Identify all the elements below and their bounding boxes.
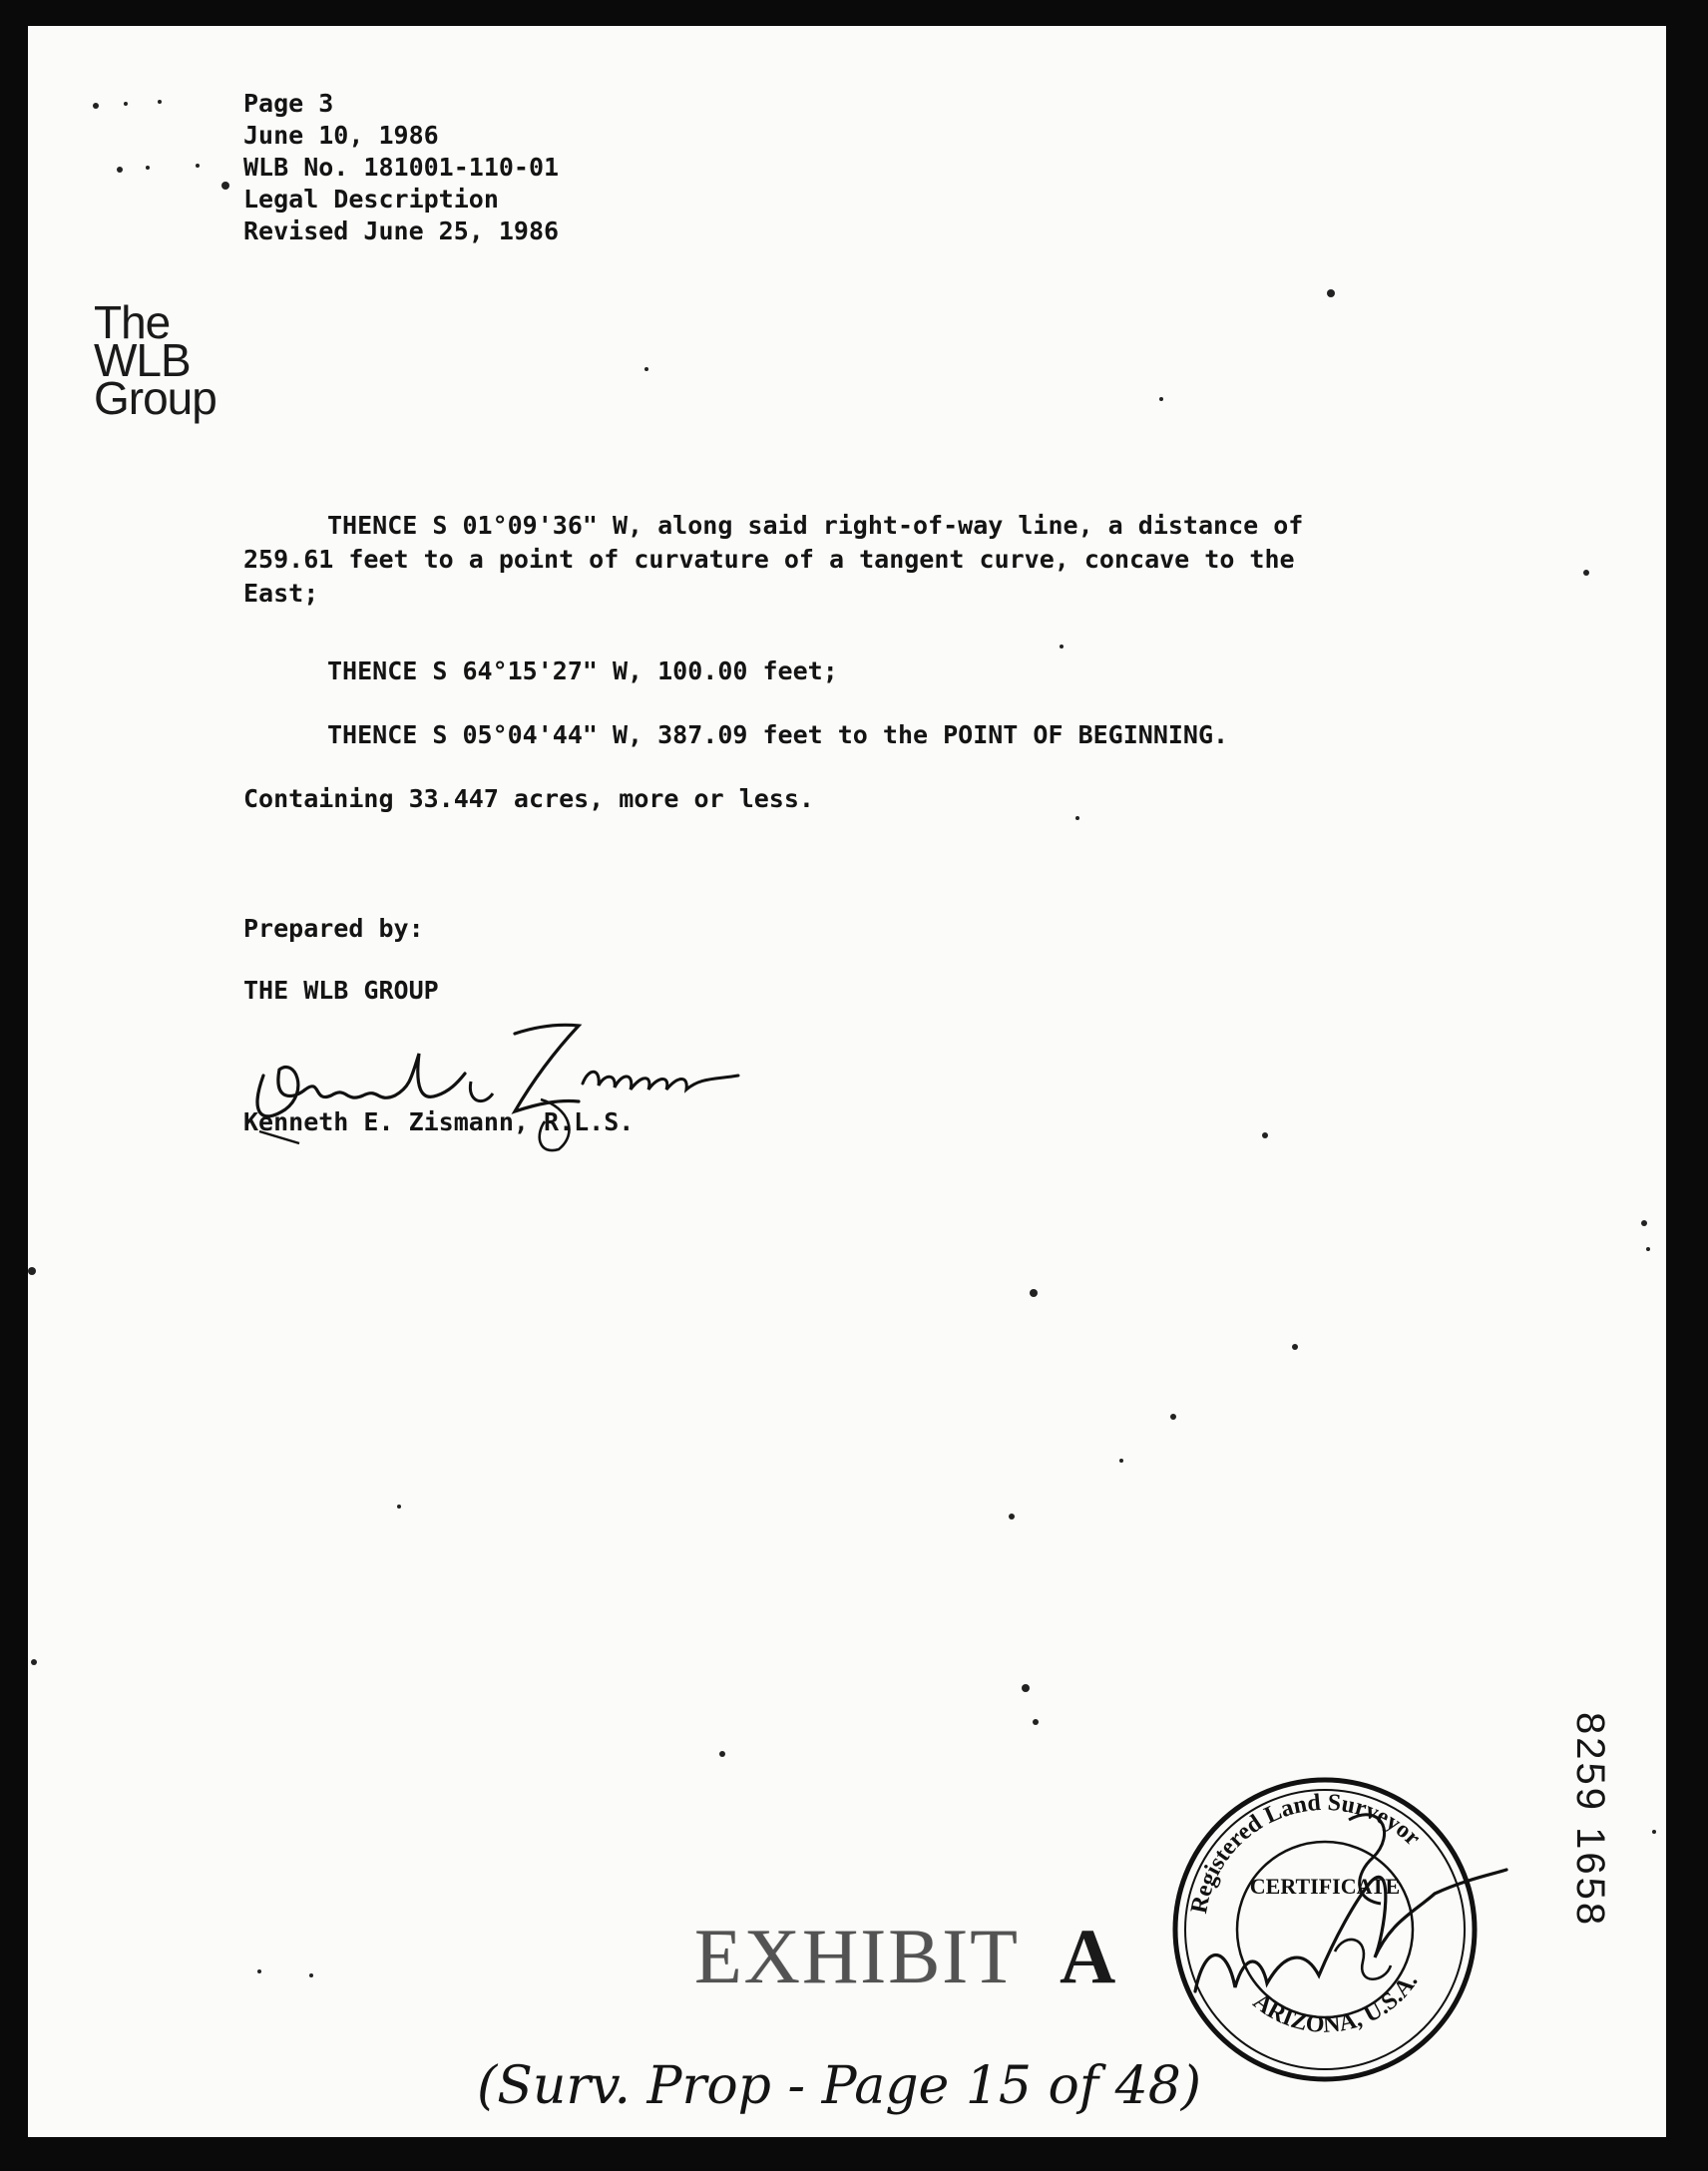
svg-text:Registered Land Surveyor: Registered Land Surveyor [1186,1789,1426,1917]
document-type: Legal Description [243,185,499,214]
revision-date: Revised June 25, 1986 [243,217,560,245]
document-header [243,88,559,247]
company-logo: The WLB Group [94,296,216,424]
prepared-by-label: Prepared by: [243,914,424,943]
description-paragraph-3: THENCE S 05°04'44" W, 387.09 feet to the POINT OF BEGINNING. [327,720,1229,749]
exhibit-letter: A [1059,1913,1116,1999]
description-paragraph-1: THENCE S 01°09'36" W, along said right-of-way line, a distance of 259.61 feet to a point of curvature of a tangent curve, concave to the East; [243,511,1304,608]
page-number: Page 3 [243,89,334,118]
job-number: WLB No. 181001-110-01 [243,153,560,182]
svg-text:CERTIFICATE: CERTIFICATE [1249,1874,1401,1899]
preparer-company: THE WLB GROUP [243,976,439,1005]
svg-text:(Surv. Prop - Page 15 of 48): (Surv. Prop - Page 15 of 48) [477,2056,1202,2116]
document-page [28,26,1666,2137]
description-paragraph-2: THENCE S 64°15'27" W, 100.00 feet; [327,656,838,685]
surveyor-name: Kenneth E. Zismann, R.L.S. [243,1107,635,1136]
handwritten-page-note [467,2031,1225,2137]
exhibit-label [694,1912,1115,2001]
recording-number: 8259 1658 [1568,1712,1612,1929]
svg-text:ARIZONA, U.S.A.: ARIZONA, U.S.A. [1247,1968,1424,2038]
acreage-statement: Containing 33.447 acres, more or less. [243,784,814,813]
exhibit-word: EXHIBIT [694,1913,1020,1999]
document-date: June 10, 1986 [243,121,439,150]
